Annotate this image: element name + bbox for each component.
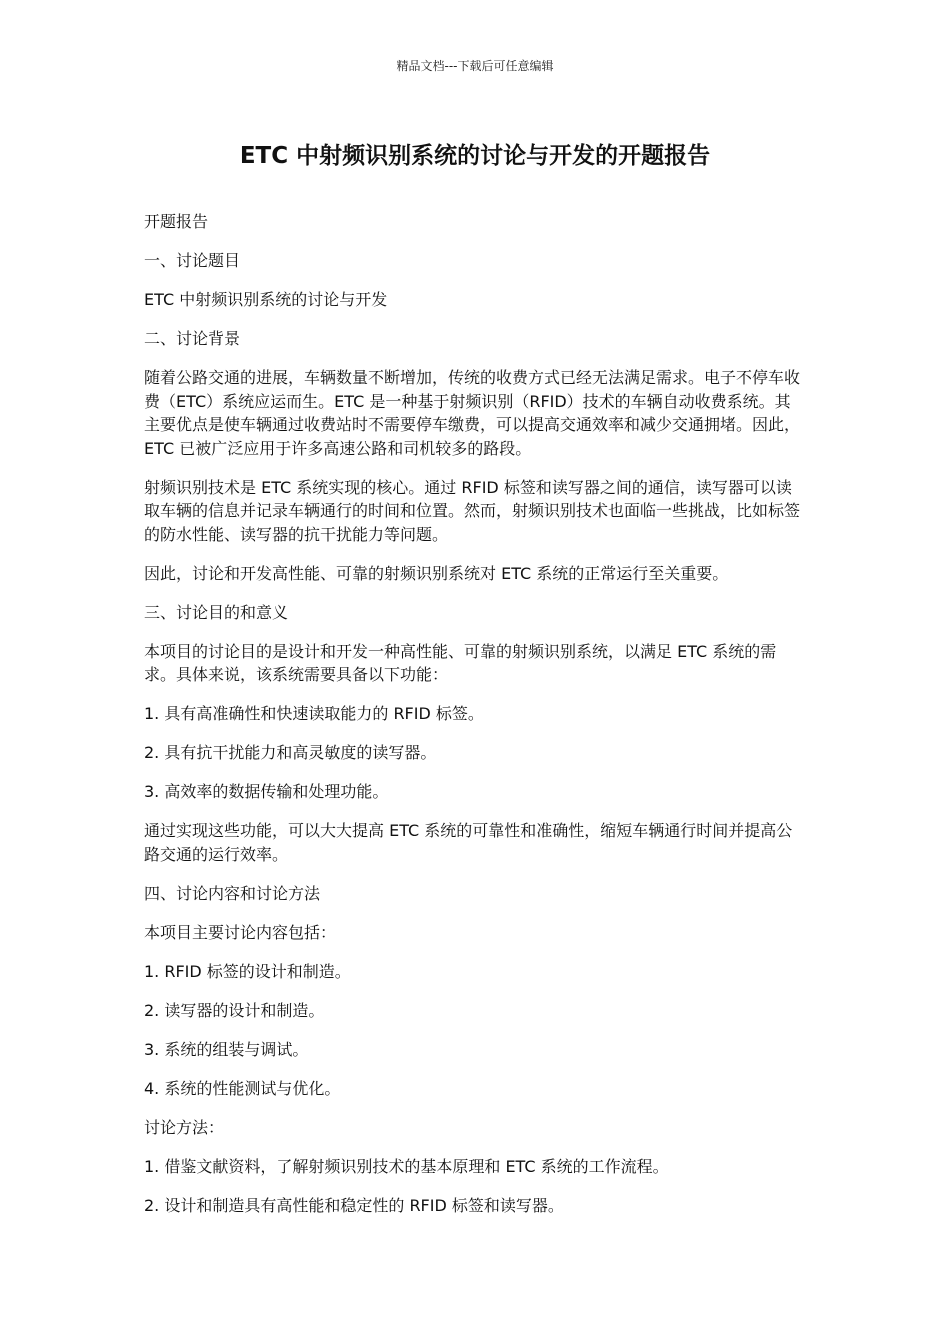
section-label-report: 开题报告 (144, 212, 209, 231)
heading-topic: 一、讨论题目 (144, 251, 241, 270)
background-paragraph-2: 射频识别技术是 ETC 系统实现的核心。通过 RFID 标签和读写器之间的通信，读写器可以读取车辆的信息并记录车辆通行的时间和位置。然而，射频识别技术也面临一些挑战，比如标签的防水性能、读写器的抗干扰能力等问题。 (144, 477, 801, 544)
heading-background: 二、讨论背景 (144, 329, 241, 348)
purpose-list-item: 3. 高效率的数据传输和处理功能。 (144, 782, 389, 801)
content-list-item: 3. 系统的组装与调试。 (144, 1039, 309, 1059)
content-list-item: 1. RFID 标签的设计和制造。 (144, 961, 351, 981)
heading-content-methods: 四、讨论内容和讨论方法 (144, 883, 321, 903)
document-title: ETC 中射频识别系统的讨论与开发的开题报告 (239, 143, 711, 169)
purpose-paragraph: 本项目的讨论目的是设计和开发一种高性能、可靠的射频识别系统，以满足 ETC 系统的需求。具体来说，该系统需要具备以下功能： (144, 641, 777, 684)
content-list-item: 4. 系统的性能测试与优化。 (144, 1078, 341, 1098)
document-body (144, 210, 806, 1233)
content-list-item: 2. 读写器的设计和制造。 (144, 1000, 325, 1020)
background-paragraph-1: 随着公路交通的进展，车辆数量不断增加，传统的收费方式已经无法满足需求。电子不停车收费（ETC）系统应运而生。ETC 是一种基于射频识别（RFID）技术的车辆自动收费系统。其主要优点是使车辆通过收费站时不需要停车缴费，可以提高交通效率和减少交通拥堵。因此，ETC 已被广泛应用于许多高速公路和司机较多的路段。 (144, 368, 801, 458)
topic-text: ETC 中射频识别系统的讨论与开发 (144, 290, 388, 309)
heading-purpose: 三、讨论目的和意义 (144, 602, 289, 622)
purpose-list-item: 1. 具有高准确性和快速读取能力的 RFID 标签。 (144, 704, 484, 723)
content-intro: 本项目主要讨论内容包括： (144, 922, 337, 942)
page-header-note: 精品文档---下载后可任意编辑 (396, 59, 554, 73)
purpose-list-item: 2. 具有抗干扰能力和高灵敏度的读写器。 (144, 743, 437, 762)
purpose-summary: 通过实现这些功能，可以大大提高 ETC 系统的可靠性和准确性，缩短车辆通行时间并提高公路交通的运行效率。 (144, 821, 793, 864)
methods-list-item: 2. 设计和制造具有高性能和稳定性的 RFID 标签和读写器。 (144, 1195, 564, 1215)
methods-list-item: 1. 借鉴文献资料，了解射频识别技术的基本原理和 ETC 系统的工作流程。 (144, 1156, 669, 1176)
methods-label: 讨论方法： (144, 1117, 225, 1137)
background-paragraph-3: 因此，讨论和开发高性能、可靠的射频识别系统对 ETC 系统的正常运行至关重要。 (144, 563, 729, 583)
